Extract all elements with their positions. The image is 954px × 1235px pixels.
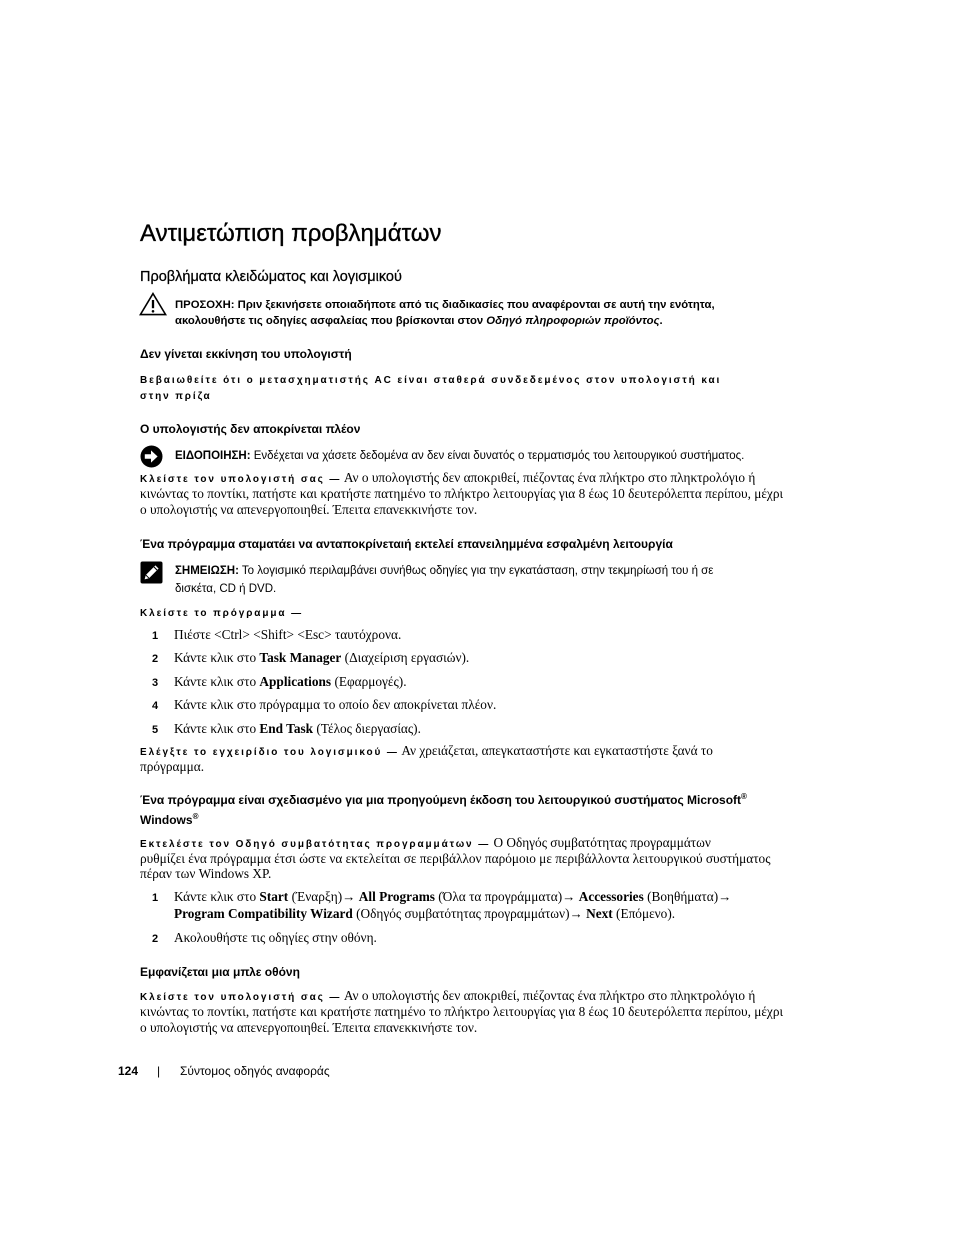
- notice-label: ΕΙΔΟΠΟΙΗΣΗ:: [175, 450, 251, 462]
- list-number: 2: [152, 653, 159, 665]
- footer-separator: |: [157, 1064, 161, 1078]
- caution-line-2: [175, 314, 663, 328]
- compat-heading-text-2: Windows: [140, 813, 193, 827]
- caution-text-2: ακολουθήστε τις οδηγίες ασφαλείας που βρίσκονται στον: [175, 315, 484, 327]
- caution-period: .: [659, 315, 663, 327]
- compat-step-line-2: ρυθμίζει ένα πρόγραμμα έτσι ώστε να εκτελείται σε περιβάλλον παρόμοιο με περιβάλλοντα λειτουργικού συστήματος: [140, 851, 771, 866]
- caution-line-1: [175, 298, 715, 312]
- shutdown-step-text: Αν ο υπολογιστής δεν αποκριθεί, πιέζοντας ένα πλήκτρο στο πληκτρολόγιο ή: [343, 470, 756, 485]
- list-item: [152, 889, 731, 906]
- note-line-1: [175, 564, 713, 578]
- list-item: [152, 650, 469, 667]
- blue-screen-step-text: Αν ο υπολογιστής δεν αποκριθεί, πιέζοντας ένα πλήκτρο στο πληκτρολόγιο ή: [343, 988, 756, 1003]
- blue-screen-step-line-3: ο υπολογιστής να απενεργοποιηθεί. Έπειτα επανεκκινήστε τον.: [140, 1020, 478, 1035]
- caution-text: Πριν ξεκινήσετε οποιαδήποτε από τις διαδικασίες που αναφέρονται σε αυτή την ενότητα,: [237, 299, 715, 311]
- no-boot-step-lead: Βεβαιωθείτε ότι ο μετασχηματιστής AC είναι σταθερά συνδεδεμένος στον υπολογιστή και: [140, 375, 722, 386]
- list-text: (Επόμενο).: [616, 906, 676, 921]
- note-line-2: δισκέτα, CD ή DVD.: [175, 583, 277, 595]
- list-number: 1: [152, 630, 159, 642]
- compat-step-lead: Εκτελέστε τον Οδηγό συμβατότητας προγραμμάτων —: [140, 839, 491, 850]
- compat-heading-line-2: [140, 813, 198, 828]
- product-info-guide-title: Οδηγό πληροφοριών προϊόντος: [486, 315, 660, 327]
- notice-text: Ενδέχεται να χάσετε δεδομένα αν δεν είναι δυνατός ο τερματισμός του λειτουργικού συστήματος.: [253, 450, 745, 462]
- not-responding-step-line-3: ο υπολογιστής να απενεργοποιηθεί. Έπειτα επανεκκινήστε τον.: [140, 502, 478, 517]
- list-text: Κάντε κλικ στο: [174, 674, 257, 689]
- note-label: ΣΗΜΕΙΩΣΗ:: [175, 565, 239, 577]
- check-manual-step-line-1: [140, 743, 713, 761]
- compat-step-text: Ο Οδηγός συμβατότητας προγραμμάτων: [493, 835, 711, 850]
- list-number: 4: [152, 700, 159, 712]
- no-boot-step-line-2: [140, 387, 212, 405]
- check-manual-lead: Ελέγξτε το εγχειρίδιο του λογισμικού —: [140, 747, 399, 758]
- list-text: (Οδηγός συμβατότητας προγραμμάτων)→: [356, 906, 583, 921]
- list-number: 1: [152, 892, 159, 904]
- list-number: 5: [152, 724, 159, 736]
- footer-doc-title: Σύντομος οδηγός αναφοράς: [180, 1064, 330, 1078]
- registered-mark: ®: [192, 812, 199, 821]
- list-number: 3: [152, 677, 159, 689]
- list-bold: Applications: [259, 674, 332, 689]
- note-pencil-icon: [140, 561, 163, 584]
- list-item: [152, 674, 407, 691]
- blue-screen-heading: Εμφανίζεται μια μπλε οθόνη: [140, 965, 300, 979]
- page-number: 124: [118, 1064, 139, 1078]
- menu-program-compatibility-wizard: Program Compatibility Wizard: [174, 906, 353, 921]
- list-text: (Βοηθήματα)→: [647, 889, 732, 904]
- close-program-step: [140, 604, 303, 622]
- page-title: Αντιμετώπιση προβλημάτων: [140, 220, 442, 247]
- no-boot-heading: Δεν γίνεται εκκίνηση του υπολογιστή: [140, 347, 352, 361]
- compat-step-line-3: πέραν των Windows XP.: [140, 866, 272, 881]
- menu-next: Next: [586, 906, 613, 921]
- list-text: (Διαχείριση εργασιών).: [344, 650, 470, 665]
- list-text: Κάντε κλικ στο: [174, 650, 257, 665]
- list-item: [152, 697, 496, 714]
- not-responding-heading: Ο υπολογιστής δεν αποκρίνεται πλέον: [140, 422, 361, 436]
- list-bold: Task Manager: [259, 650, 342, 665]
- check-manual-text: Αν χρειάζεται, απεγκαταστήστε και εγκαταστήστε ξανά το: [401, 743, 713, 758]
- list-text: (Εφαρμογές).: [334, 674, 407, 689]
- note-text: Το λογισμικό περιλαμβάνει συνήθως οδηγίες για την εγκατάσταση, στην τεκμηρίωσή του ή σε: [241, 565, 714, 577]
- compat-heading-line-1: [140, 793, 747, 808]
- list-text: (Τέλος διεργασίας).: [316, 721, 421, 736]
- program-hang-heading: Ένα πρόγραμμα σταματάει να ανταποκρίνεταιή εκτελεί επανειλημμένα εσφαλμένη λειτουργία: [140, 537, 673, 551]
- caution-label: ΠΡΟΣΟΧΗ:: [175, 299, 235, 311]
- blue-screen-step-lead: Κλείστε τον υπολογιστή σας —: [140, 992, 342, 1003]
- list-text: (Έναρξη)→: [291, 889, 356, 904]
- menu-start: Start: [259, 889, 289, 904]
- list-item: [152, 721, 421, 738]
- list-text: Πιέστε <Ctrl> <Shift> <Esc> ταυτόχρονα.: [174, 627, 402, 642]
- list-text: Ακολουθήστε τις οδηγίες στην οθόνη.: [174, 930, 377, 945]
- close-program-lead: Κλείστε το πρόγραμμα —: [140, 608, 304, 619]
- list-text: Κάντε κλικ στο: [174, 721, 257, 736]
- compat-heading-text: Ένα πρόγραμμα είναι σχεδιασμένο για μια προηγούμενη έκδοση του λειτουργικού συστήματος Microsoft: [140, 793, 742, 807]
- no-boot-step-line-1: [140, 371, 721, 389]
- registered-mark: ®: [741, 792, 747, 801]
- shutdown-step-lead: Κλείστε τον υπολογιστή σας —: [140, 474, 342, 485]
- check-manual-step-line-2: πρόγραμμα.: [140, 759, 205, 774]
- menu-accessories: Accessories: [578, 889, 644, 904]
- list-item: [152, 627, 401, 644]
- list-bold: End Task: [259, 721, 314, 736]
- notice-line: [175, 449, 744, 463]
- menu-all-programs: All Programs: [358, 889, 435, 904]
- caution-triangle-icon: [139, 292, 167, 316]
- list-number: 2: [152, 933, 159, 945]
- no-boot-step-lead-2: στην πρίζα: [140, 391, 212, 402]
- section-heading: Προβλήματα κλειδώματος και λογισμικού: [140, 269, 402, 285]
- list-text: Κάντε κλικ στο: [174, 889, 257, 904]
- list-item-continuation: [174, 906, 675, 922]
- list-text: (Όλα τα προγράμματα)→: [438, 889, 576, 904]
- list-text: Κάντε κλικ στο πρόγραμμα το οποίο δεν αποκρίνεται πλέον.: [174, 697, 497, 712]
- not-responding-step-line-2: κινώντας το ποντίκι, πατήστε και κρατήστε πατημένο το πλήκτρο λειτουργίας για 8 έως 10 δευτερόλεπτα περίπου, μέχρι: [140, 486, 784, 501]
- list-item: [152, 930, 377, 947]
- notice-icon: [140, 445, 163, 468]
- blue-screen-step-line-2: κινώντας το ποντίκι, πατήστε και κρατήστε πατημένο το πλήκτρο λειτουργίας για 8 έως 10 δευτερόλεπτα περίπου, μέχρι: [140, 1004, 784, 1019]
